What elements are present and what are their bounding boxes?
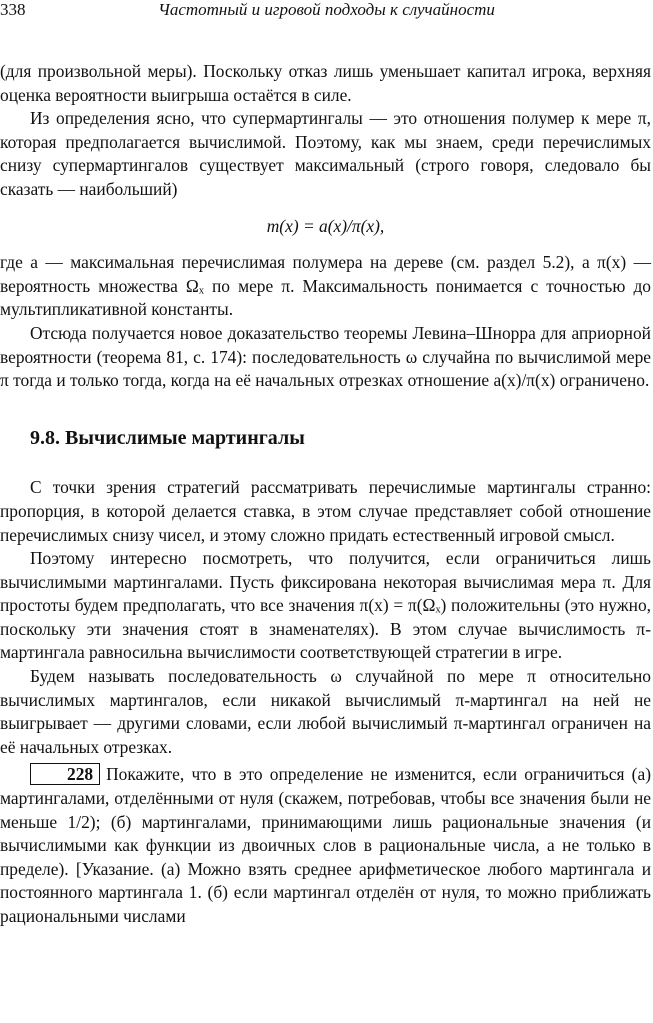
exercise-paragraph xyxy=(0,763,651,928)
exercise-text: Покажите, что в это определение не изменится, если ограничиться (а) мартингалами, отделёнными от нуля (скажем, потребовав, чтобы все значения были не меньше 1/2); (б) мартингалами, принимающими лишь рациональные значения (и вычислимыми как функции из двоичных слов в рациональные числа, а не только в пределе). [Указание. (а) Можно взять среднее арифметическое любого мартингала и постоянного мартингала 1. (б) если мартингал отделён от нуля, то можно приближать рациональными числами xyxy=(0,764,651,926)
display-formula: m(x) = a(x)/π(x), xyxy=(266,215,385,236)
paragraph: Будем называть последовательность ω случайной по мере π относительно вычислимых мартингалов, если никакой вычислимый π-мартингал на ней не выигрывает — другими словами, если любой вычислимый π-мартингал ограничен на её начальных отрезках. xyxy=(0,666,651,757)
paragraph: Отсюда получается новое доказательство теоремы Левина–Шнорра для априорной вероятности (теорема 81, с. 174): последовательность ω случайна по вычислимой мере π тогда и только тогда, когда на её начальных отрезках отношение a(x)/π(x) ограничено. xyxy=(0,322,651,391)
page-number: 338 xyxy=(0,0,26,19)
paragraph: С точки зрения стратегий рассматривать перечислимые мартингалы странно: пропорция, в которой делается ставка, в этом случае представляет собой отношение перечислимых снизу чисел, и этому сложно придать естественный игровой смысл. xyxy=(0,477,651,545)
paragraph: где a — максимальная перечислимая полумера на дереве (см. раздел 5.2), а π(x) — вероятность множества Ωₓ по мере π. Максимальность понимается с точностью до мультипликативной константы. xyxy=(0,252,651,320)
exercise-number-box: 228 xyxy=(30,763,100,785)
paragraph: (для произвольной меры). Поскольку отказ лишь уменьшает капитал игрока, верхняя оценка вероятности выигрыша остаётся в силе. xyxy=(0,61,651,105)
paragraph: Поэтому интересно посмотреть, что получится, если ограничиться лишь вычислимыми мартингалами. Пусть фиксирована некоторая вычислимая мера π. Для простоты будем предполагать, что все значения π(x) = π(Ωₓ) положительны (это нужно, поскольку эти значения стоят в знаменателях). В этом случае вычислимость π-мартингала равносильна вычислимости соответствующей стратегии в игре. xyxy=(0,548,651,663)
page-header xyxy=(0,0,653,22)
running-title: Частотный и игровой подходы к случайности xyxy=(158,0,495,19)
section-heading: 9.8. Вычислимые мартингалы xyxy=(30,426,305,449)
paragraph: Из определения ясно, что супермартингалы — это отношения полумер к мере π, которая предполагается вычислимой. Поэтому, как мы знаем, среди перечислимых снизу супермартингалов существует максимальный (строго говоря, следовало бы сказать — наибольший) xyxy=(0,108,651,199)
page-body xyxy=(0,60,651,929)
